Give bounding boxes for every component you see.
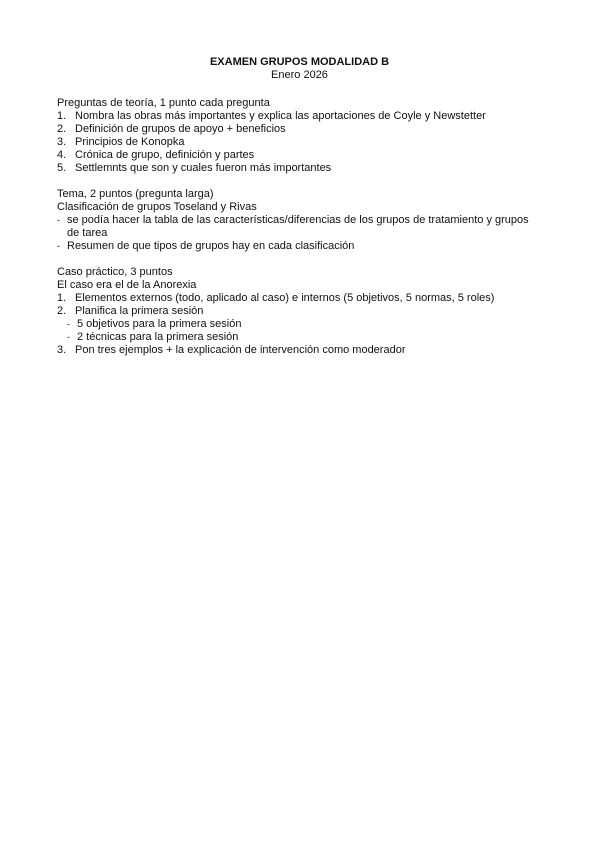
item-text: Planifica la primera sesión xyxy=(75,305,204,317)
item-text: Pon tres ejemplos + la explicación de intervención como moderador xyxy=(75,344,406,356)
case-heading: Caso práctico, 3 puntos xyxy=(57,266,173,278)
document-header xyxy=(0,56,599,82)
topic-bullet xyxy=(57,214,557,227)
theory-item xyxy=(57,136,557,149)
item-number: 2. xyxy=(57,305,67,317)
item-number: 5. xyxy=(57,162,67,174)
item-text: Crónica de grupo, definición y partes xyxy=(75,149,255,161)
item-number: 1. xyxy=(57,110,67,122)
bullet-text: se podía hacer la tabla de las características/diferencias de los grupos de tratamiento y grupos xyxy=(67,214,529,226)
dash-bullet: - xyxy=(67,332,70,342)
item-number: 2. xyxy=(57,123,67,135)
item-number: 4. xyxy=(57,149,67,161)
dash-bullet: - xyxy=(57,241,60,251)
case-sub-bullet xyxy=(57,331,557,344)
topic-bullet xyxy=(57,240,557,253)
item-text: Principios de Konopka xyxy=(75,136,185,148)
item-text: Nombra las obras más importantes y explica las aportaciones de Coyle y Newstetter xyxy=(75,110,486,122)
item-text: Definición de grupos de apoyo + beneficios xyxy=(75,123,286,135)
topic-section xyxy=(57,188,557,253)
exam-title: EXAMEN GRUPOS MODALIDAD B xyxy=(209,56,390,68)
case-item xyxy=(57,344,557,357)
bullet-text: Resumen de que tipos de grupos hay en cada clasificación xyxy=(67,240,355,252)
bullet-continuation: de tarea xyxy=(67,227,108,239)
theory-section xyxy=(57,97,557,175)
topic-heading: Tema, 2 puntos (pregunta larga) xyxy=(57,188,214,200)
case-subheading: El caso era el de la Anorexia xyxy=(57,279,197,291)
theory-item xyxy=(57,123,557,136)
case-item xyxy=(57,292,557,305)
case-item xyxy=(57,305,557,318)
theory-heading: Preguntas de teoría, 1 punto cada pregunta xyxy=(57,97,270,109)
theory-item xyxy=(57,162,557,175)
topic-subheading: Clasificación de grupos Toseland y Rivas xyxy=(57,201,257,213)
item-number: 3. xyxy=(57,344,67,356)
bullet-text: 5 objetivos para la primera sesión xyxy=(77,318,242,330)
bullet-text: 2 técnicas para la primera sesión xyxy=(77,331,239,343)
dash-bullet: - xyxy=(67,319,70,329)
theory-item xyxy=(57,149,557,162)
case-sub-bullet xyxy=(57,318,557,331)
exam-date: Enero 2026 xyxy=(271,69,328,81)
theory-item xyxy=(57,110,557,123)
dash-bullet: - xyxy=(57,215,60,225)
case-section xyxy=(57,266,557,357)
item-text: Settlemnts que son y cuales fueron más importantes xyxy=(75,162,332,174)
item-text: Elementos externos (todo, aplicado al caso) e internos (5 objetivos, 5 normas, 5 roles) xyxy=(75,292,495,304)
item-number: 1. xyxy=(57,292,67,304)
item-number: 3. xyxy=(57,136,67,148)
